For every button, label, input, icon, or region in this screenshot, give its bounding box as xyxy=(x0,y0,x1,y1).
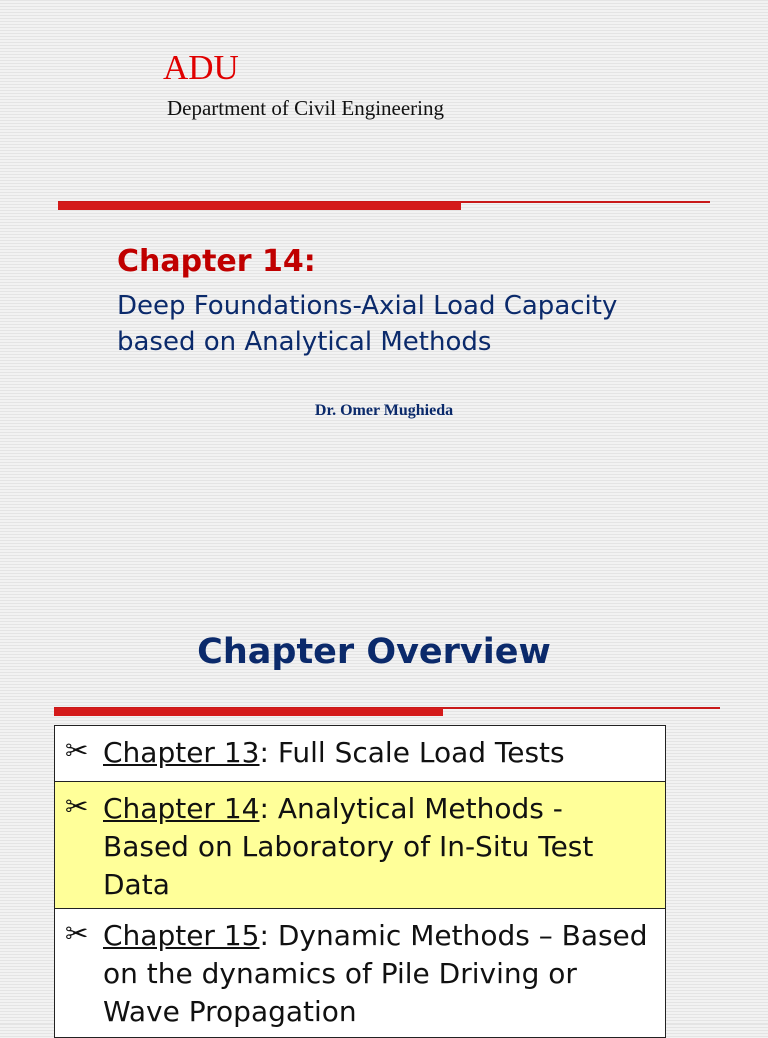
organization-name: ADU xyxy=(163,48,239,87)
chapter-link: Chapter 14 xyxy=(103,792,260,825)
divider-thick-top xyxy=(58,202,461,210)
scissors-icon: ✂ xyxy=(65,917,89,950)
subtitle-line-1: Deep Foundations-Axial Load Capacity xyxy=(117,291,618,321)
chapter-link: Chapter 15 xyxy=(103,919,260,952)
item-text: : Full Scale Load Tests xyxy=(259,736,565,769)
chapter-subtitle xyxy=(117,288,617,360)
author-name: Dr. Omer Mughieda xyxy=(314,402,454,419)
scissors-icon: ✂ xyxy=(65,790,89,823)
overview-item-box-highlighted xyxy=(54,781,666,909)
overview-item xyxy=(55,782,665,904)
subtitle-line-2: based on Analytical Methods xyxy=(117,327,492,357)
overview-item xyxy=(55,909,665,1031)
item-text: : Analytical Methods - Based on Laboratory of In-Situ Test Data xyxy=(103,792,594,901)
scissors-icon: ✂ xyxy=(65,734,89,767)
item-text: : Dynamic Methods – Based on the dynamics of Pile Driving or Wave Propagation xyxy=(103,919,648,1028)
overview-item-box xyxy=(54,725,666,782)
divider-thick-overview xyxy=(54,708,443,716)
chapter-title: Chapter 14: xyxy=(117,244,316,279)
overview-item xyxy=(55,726,665,772)
chapter-link: Chapter 13 xyxy=(103,736,260,769)
overview-heading: Chapter Overview xyxy=(197,632,551,672)
overview-item-box xyxy=(54,908,666,1038)
department-name: Department of Civil Engineering xyxy=(167,96,445,120)
